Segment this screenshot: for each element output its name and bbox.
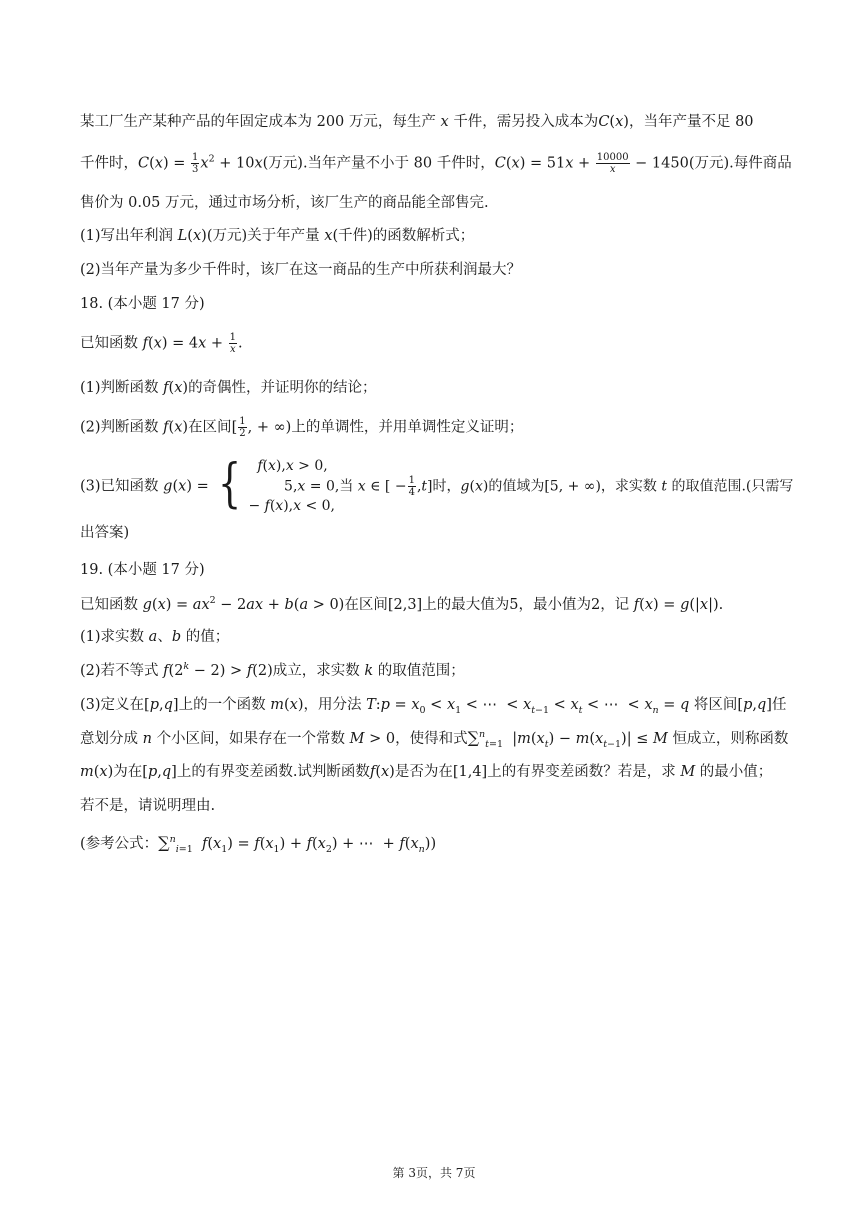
- q19-part-3-line-1: (3)定义在[p,q]上的一个函数 m(x)，用分法 T:p = $x_0 < x_1$ < ⋯ < $x_{t-1} < x_t$ < ⋯ < $x_n = q$ 将区间[p,q]任: [80, 697, 787, 716]
- q19-stem: 已知函数 $g(x) = ax^2 - 2ax + b(a > 0)$在区间[2,3]上的最大值为5，最小值为2，记 f(x) = g(|x|).: [80, 595, 724, 613]
- piecewise-brace: {: [218, 453, 242, 514]
- q17-line-1: 某工厂生产某种产品的年固定成本为 200 万元，每生产 x 千件，需另投入成本为C(x)，当年产量不足 80: [80, 114, 754, 130]
- q18-part-2: (2)判断函数 f(x)在区间[ $\frac{1}{2}$ , + ∞)上的单调性，并用单调性定义证明；: [80, 416, 524, 439]
- q18-header: 18. (本小题 17 分): [80, 296, 205, 312]
- q17-part-2: (2)当年产量为多少千件时，该厂在这一商品的生产中所获利润最大？: [80, 262, 522, 278]
- q18-part-3-cont: 出答案): [80, 525, 130, 541]
- q17-line-3: 售价为 0.05 万元，通过市场分析，该厂生产的商品能全部售完.: [80, 195, 489, 211]
- q19-part-3-line-4: 若不是，请说明理由.: [80, 798, 216, 814]
- q19-part-3-line-3: m(x)为在[p,q]上的有界变差函数.试判断函数f(x)是否为在[1,4]上的有界变差函数？若是，求 M 的最小值；: [80, 764, 773, 780]
- q19-part-3-line-2: 意划分成 n 个小区间，如果存在一个常数 M > 0，使得和式∑$^n_{t=1}$ $|m(x_t) - m(x_{t-1})| \le M$ 恒成立，则称函数: [80, 728, 789, 750]
- piecewise-cases: f(x),x > 0, 5,x = 0,当 x ∈ [ − $\frac{1}{4}$ ,t]时，g(x)的值域为[5, + ∞)，求实数 t 的取值范围.(只需写 − f(x),x < 0,: [248, 458, 794, 514]
- q18-part-1: (1)判断函数 f(x)的奇偶性，并证明你的结论；: [80, 380, 377, 396]
- q19-part-1: (1)求实数 a、b 的值；: [80, 629, 230, 645]
- q19-header: 19. (本小题 17 分): [80, 562, 205, 578]
- q18-stem: 已知函数 f(x) = 4x + $\frac{1}{x}$ .: [80, 332, 243, 355]
- page-footer: 第 3页，共 7页: [392, 1166, 476, 1180]
- q17-line-2: 千件时，C(x) = $\frac{1}{3}$ $x^2 + 10x$(万元).当年产量不小于 80 千件时，C(x) = 51x + $\frac{10000}{x}$ − 1450(万元).每件商品: [80, 152, 792, 175]
- q19-part-2: (2)若不等式 $f(2^k - 2) > f(2)$成立，求实数 k 的取值范围；: [80, 661, 465, 679]
- q18-part-3: (3)已知函数 g(x) = { f(x),x > 0, 5,x = 0,当 x ∈ [ − $\frac{1}{4}$ ,t]时，g(x)的值域为[5, + ∞)，求实数 t 的取值范围.(只需写 − f(x),x < 0,: [80, 453, 794, 514]
- q19-reference-formula: (参考公式：∑$^n_{i=1}$ $f(x_1) = f(x_1) + f(x_2)$ + ⋯ + $f(x_n)$): [80, 833, 437, 855]
- q17-part-1: (1)写出年利润 L(x)(万元)关于年产量 x(千件)的函数解析式；: [80, 228, 475, 244]
